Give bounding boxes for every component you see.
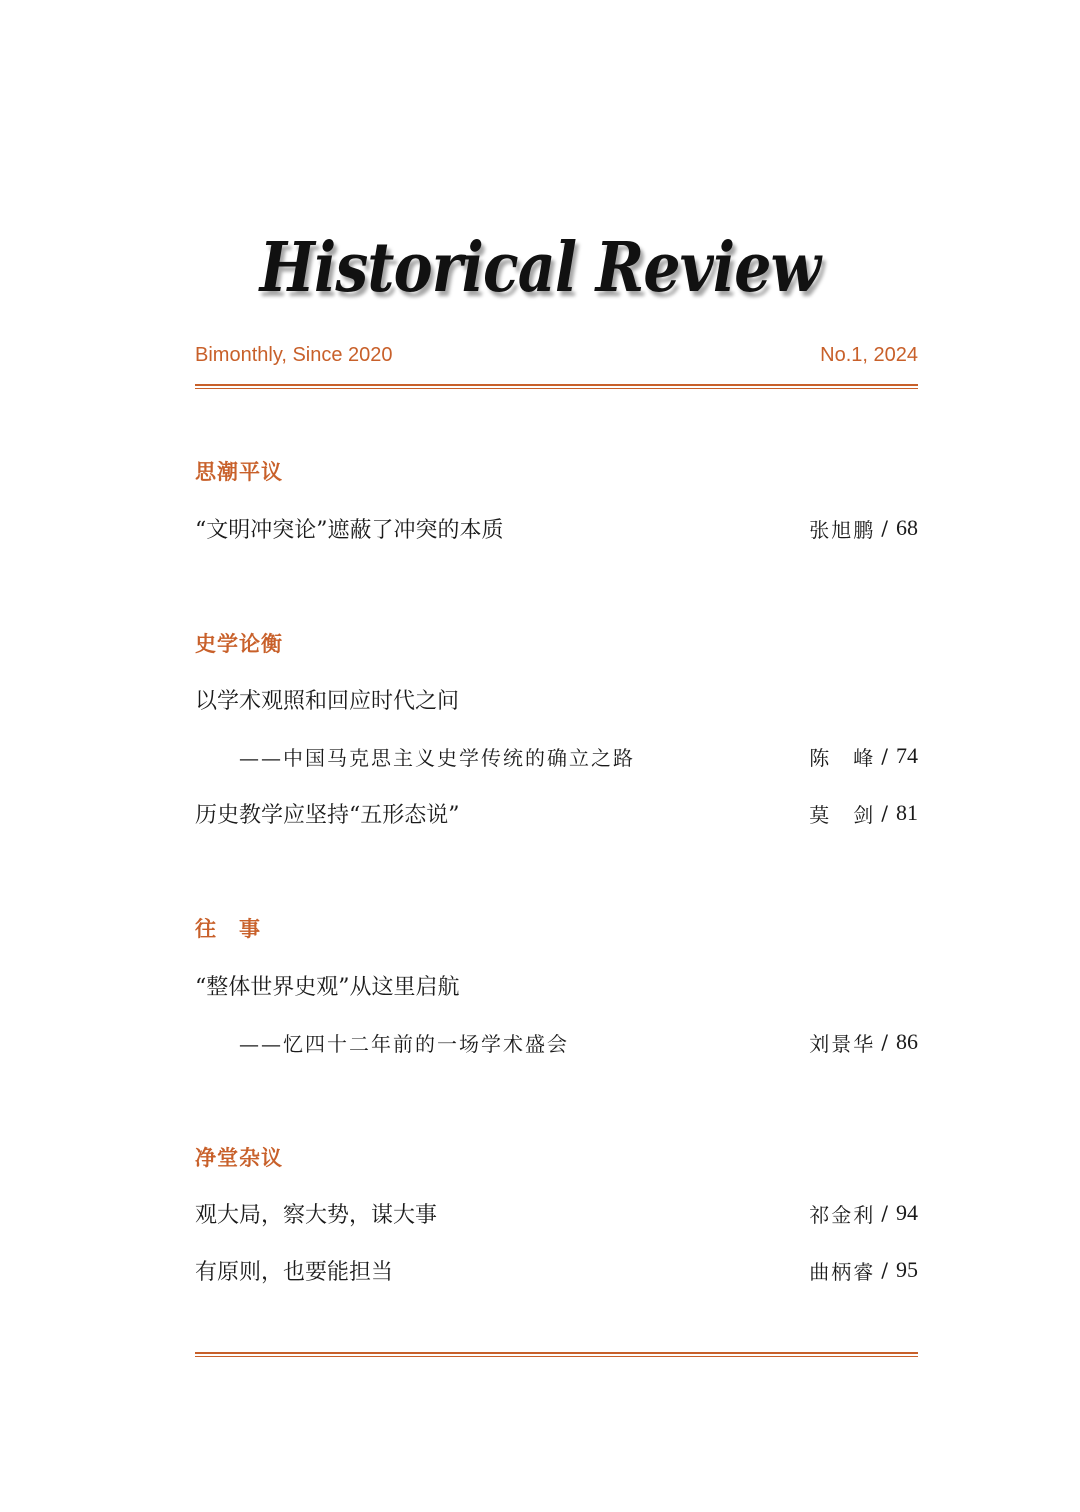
article-meta [809, 1256, 918, 1285]
section-heading-shixue: 史学论衡 [195, 632, 283, 656]
page-number: 95 [896, 1257, 918, 1282]
article-title: “文明冲突论”遮蔽了冲突的本质 [195, 517, 504, 543]
article-title: 历史教学应坚持“五形态说” [195, 802, 460, 828]
page-number: 94 [896, 1200, 918, 1225]
page-separator: / [881, 1030, 888, 1054]
page-number: 81 [896, 800, 918, 825]
article-subtitle: ——中国马克思主义史学传统的确立之路 [239, 745, 635, 770]
toc-entry[interactable] [195, 969, 918, 1001]
article-author: 祁金利 [809, 1202, 876, 1227]
bottom-rule-divider [195, 1352, 918, 1357]
page-separator: / [881, 744, 888, 768]
page-number: 74 [896, 743, 918, 768]
article-title: “整体世界史观”从这里启航 [195, 974, 460, 1000]
top-rule-divider [195, 384, 918, 389]
toc-entry-subtitle[interactable] [195, 740, 918, 772]
frequency-label: Bimonthly, Since 2020 [195, 344, 393, 366]
toc-entry[interactable] [195, 797, 918, 829]
article-meta [809, 742, 918, 771]
page-number: 68 [896, 515, 918, 540]
toc-entry[interactable] [195, 1254, 918, 1286]
article-author: 张旭鹏 [809, 517, 876, 542]
article-title: 以学术观照和回应时代之问 [195, 688, 460, 714]
page-number: 86 [896, 1029, 918, 1054]
issue-label: No.1, 2024 [820, 344, 918, 366]
article-author: 莫 剑 [809, 802, 876, 827]
section-heading-wangshi: 往 事 [195, 917, 261, 941]
toc-entry[interactable] [195, 1197, 918, 1229]
page-separator: / [881, 801, 888, 825]
page-separator: / [881, 516, 888, 540]
article-meta [809, 1199, 918, 1228]
journal-title: Historical Review [259, 228, 821, 308]
article-title: 有原则，也要能担当 [195, 1259, 394, 1285]
article-author: 陈 峰 [809, 745, 876, 770]
article-title: 观大局，察大势，谋大事 [195, 1202, 438, 1228]
section-heading-sichao: 思潮平议 [195, 460, 283, 484]
toc-entry[interactable] [195, 512, 918, 544]
masthead [0, 228, 1080, 308]
toc-entry[interactable] [195, 683, 918, 715]
section-heading-jingtang: 净堂杂议 [195, 1146, 283, 1170]
article-author: 曲柄睿 [809, 1259, 876, 1284]
article-meta [809, 514, 918, 543]
masthead-meta [195, 344, 918, 367]
toc-entry-subtitle[interactable] [195, 1026, 918, 1058]
article-meta [809, 799, 918, 828]
article-author: 刘景华 [809, 1031, 876, 1056]
article-meta [809, 1028, 918, 1057]
article-subtitle: ——忆四十二年前的一场学术盛会 [239, 1031, 569, 1056]
page-separator: / [881, 1201, 888, 1225]
page-separator: / [881, 1258, 888, 1282]
